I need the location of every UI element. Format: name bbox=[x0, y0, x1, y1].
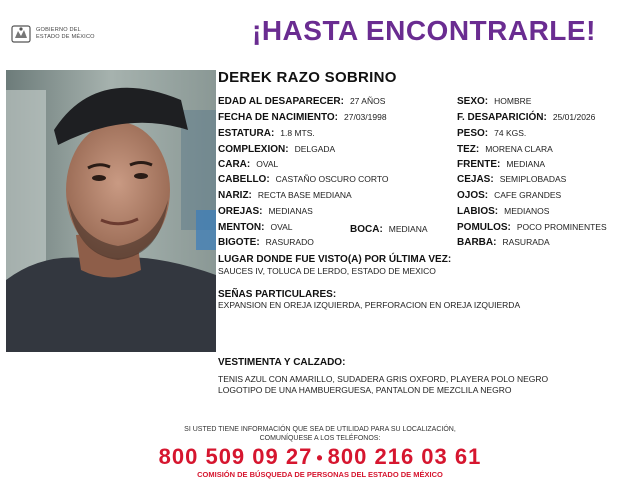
field-label: OREJAS: bbox=[218, 206, 263, 217]
field-peso bbox=[457, 128, 526, 139]
field-label: CEJAS: bbox=[457, 174, 494, 185]
marks-value: EXPANSION EN OREJA IZQUIERDA, PERFORACION EN OREJA IZQUIERDA bbox=[218, 300, 521, 310]
field-value: 27 AÑOS bbox=[349, 96, 386, 106]
field-value: CAFE GRANDES bbox=[494, 190, 562, 200]
missing-person-photo bbox=[6, 70, 216, 352]
field-cejas bbox=[457, 174, 566, 185]
gov-line-1: GOBIERNO DEL bbox=[36, 27, 81, 33]
field-value: SEMIPLOBADAS bbox=[499, 174, 567, 184]
field-nariz bbox=[218, 190, 352, 201]
field-label: FRENTE: bbox=[457, 159, 501, 170]
field-label: EDAD AL DESAPARECER: bbox=[218, 96, 344, 107]
field-label: TEZ: bbox=[457, 144, 480, 155]
government-name bbox=[36, 27, 95, 41]
field-boca bbox=[350, 224, 428, 235]
field-fecha-nacimiento bbox=[218, 112, 387, 123]
field-value: MEDIANA bbox=[388, 224, 428, 234]
field-fecha-desaparicion bbox=[457, 112, 595, 123]
clothing-label: VESTIMENTA Y CALZADO: bbox=[218, 357, 346, 368]
contact-note-line-2: COMUNÍQUESE A LOS TELÉFONOS: bbox=[259, 435, 381, 442]
field-ojos bbox=[457, 190, 561, 201]
commission-name: COMISIÓN DE BÚSQUEDA DE PERSONAS DEL ESTADO DE MÉXICO bbox=[197, 470, 443, 479]
field-label: F. DESAPARICIÓN: bbox=[457, 112, 547, 123]
field-label: ESTATURA: bbox=[218, 128, 275, 139]
field-bigote bbox=[218, 237, 314, 248]
field-label: SEXO: bbox=[457, 96, 489, 107]
field-label: BARBA: bbox=[457, 237, 497, 248]
field-value: RECTA BASE MEDIANA bbox=[257, 190, 352, 200]
field-value: 27/03/1998 bbox=[344, 112, 387, 122]
field-tez bbox=[457, 144, 553, 155]
phone-number-2[interactable]: 800 216 03 61 bbox=[327, 444, 482, 469]
field-value: 74 KGS. bbox=[494, 128, 527, 138]
field-label: CABELLO: bbox=[218, 174, 270, 185]
field-menton bbox=[218, 222, 293, 233]
clothing-line-1: TENIS AZUL CON AMARILLO, SUDADERA GRIS OXFORD, PLAYERA POLO NEGRO bbox=[218, 374, 549, 384]
field-value: MEDIANOS bbox=[504, 206, 550, 216]
field-complexion bbox=[218, 144, 335, 155]
field-value: RASURADO bbox=[265, 237, 314, 247]
phone-numbers bbox=[0, 444, 640, 470]
field-cabello bbox=[218, 174, 389, 185]
person-name: DEREK RAZO SOBRINO bbox=[218, 69, 397, 86]
state-shield-icon bbox=[10, 23, 32, 45]
field-value: HOMBRE bbox=[494, 96, 532, 106]
field-label: PESO: bbox=[457, 128, 489, 139]
field-value: CASTAÑO OSCURO CORTO bbox=[275, 174, 389, 184]
field-value: POCO PROMINENTES bbox=[516, 222, 607, 232]
gov-line-2: ESTADO DE MÉXICO bbox=[36, 34, 95, 40]
field-label: OJOS: bbox=[457, 190, 489, 201]
field-value: 1.8 MTS. bbox=[280, 128, 315, 138]
field-label: MENTON: bbox=[218, 222, 265, 233]
field-label: FECHA DE NACIMIENTO: bbox=[218, 112, 338, 123]
field-label: COMPLEXION: bbox=[218, 144, 289, 155]
field-value: 25/01/2026 bbox=[552, 112, 596, 122]
marks-label: SEÑAS PARTICULARES: bbox=[218, 289, 337, 300]
field-value: MORENA CLARA bbox=[485, 144, 553, 154]
field-value: MEDIANAS bbox=[268, 206, 313, 216]
field-label: CARA: bbox=[218, 159, 251, 170]
government-logo bbox=[10, 22, 120, 46]
field-labios bbox=[457, 206, 549, 217]
person-photo-image bbox=[6, 70, 216, 352]
field-estatura bbox=[218, 128, 315, 139]
field-value: OVAL bbox=[270, 222, 293, 232]
field-barba bbox=[457, 237, 550, 248]
headline: ¡HASTA ENCONTRARLE! bbox=[252, 15, 596, 46]
field-label: BOCA: bbox=[350, 224, 383, 235]
phone-separator: • bbox=[316, 448, 324, 468]
last-seen-label: LUGAR DONDE FUE VISTO(A) POR ÚLTIMA VEZ: bbox=[218, 254, 452, 265]
field-label: POMULOS: bbox=[457, 222, 511, 233]
last-seen-value: SAUCES IV, TOLUCA DE LERDO, ESTADO DE MEXICO bbox=[218, 266, 436, 276]
field-label: BIGOTE: bbox=[218, 237, 260, 248]
field-value: RASURADA bbox=[502, 237, 550, 247]
field-label: LABIOS: bbox=[457, 206, 499, 217]
field-sexo bbox=[457, 96, 531, 107]
field-value: MEDIANA bbox=[506, 159, 546, 169]
field-value: DELGADA bbox=[294, 144, 336, 154]
field-orejas bbox=[218, 206, 313, 217]
field-cara bbox=[218, 159, 278, 170]
clothing-line-2: LOGOTIPO DE UNA HAMBUERGUESA, PANTALON DE MEZCLILA NEGRO bbox=[218, 385, 512, 395]
field-label: NARIZ: bbox=[218, 190, 252, 201]
field-frente bbox=[457, 159, 545, 170]
contact-note-line-1: SI USTED TIENE INFORMACIÓN QUE SEA DE UTILIDAD PARA SU LOCALIZACIÓN, bbox=[184, 426, 456, 433]
field-edad bbox=[218, 96, 385, 107]
field-pomulos bbox=[457, 222, 607, 233]
field-value: OVAL bbox=[256, 159, 279, 169]
phone-number-1[interactable]: 800 509 09 27 bbox=[158, 444, 313, 469]
